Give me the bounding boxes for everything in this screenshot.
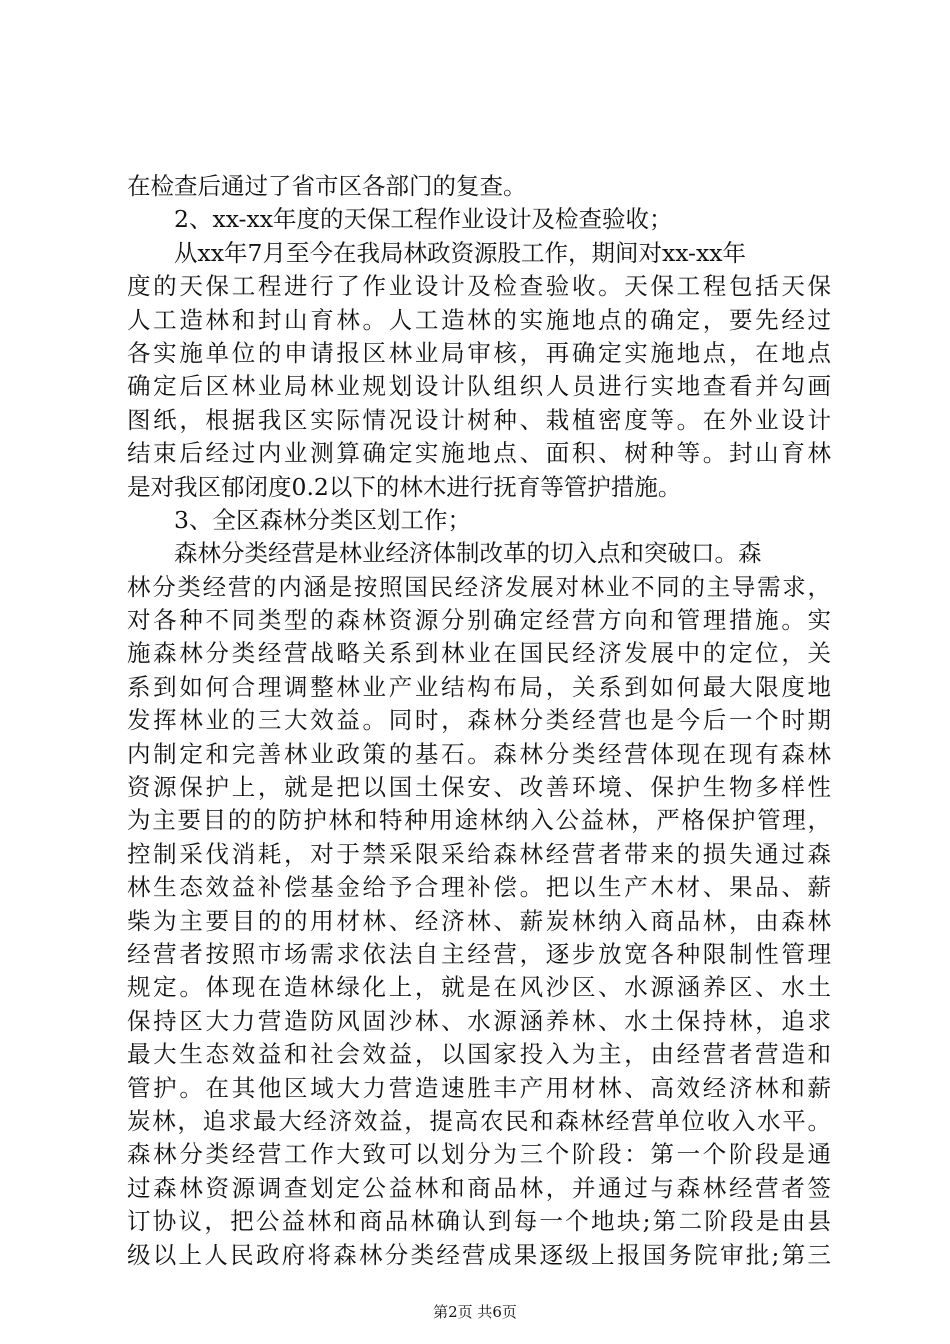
text-line: 内制定和完善林业政策的基石。森林分类经营体现在现有森林 <box>127 739 831 768</box>
text-line: 森林分类经营工作大致可以划分为三个阶段：第一个阶段是通 <box>127 1140 831 1169</box>
text-line: 各实施单位的申请报区林业局审核，再确定实施地点，在地点 <box>127 338 831 367</box>
text-line: 在检查后通过了省市区各部门的复查。 <box>127 172 527 200</box>
document-body <box>127 170 831 1272</box>
text-line: 人工造林和封山育林。人工造林的实施地点的确定，要先经过 <box>127 305 831 334</box>
text-line: 2、xx-xx年度的天保工程作业设计及检查验收； <box>174 205 673 234</box>
text-line: 经营者按照市场需求依法自主经营，逐步放宽各种限制性管理 <box>127 939 831 968</box>
text-line: 从xx年7月至今在我局林政资源股工作，期间对xx-xx年 <box>174 238 746 267</box>
text-line: 过森林资源调查划定公益林和商品林，并通过与森林经营者签 <box>127 1173 831 1202</box>
text-line: 保持区大力营造防风固沙林、水源涵养林、水土保持林，追求 <box>127 1006 831 1035</box>
text-line: 3、全区森林分类区划工作； <box>174 505 471 534</box>
text-line: 结束后经过内业测算确定实施地点、面积、树种等。封山育林 <box>127 439 831 468</box>
text-line: 度的天保工程进行了作业设计及检查验收。天保工程包括天保 <box>127 272 831 301</box>
text-line: 发挥林业的三大效益。同时，森林分类经营也是今后一个时期 <box>127 706 831 735</box>
text-line: 最大生态效益和社会效益，以国家投入为主，由经营者营造和 <box>127 1040 831 1069</box>
text-line: 林生态效益补偿基金给予合理补偿。把以生产木材、果品、薪 <box>127 873 831 902</box>
page-footer: 第2页 共6页 <box>433 1303 517 1321</box>
text-line: 为主要目的的防护林和特种用途林纳入公益林，严格保护管理， <box>127 806 831 835</box>
text-line: 施森林分类经营战略关系到林业在国民经济发展中的定位，关 <box>127 639 831 668</box>
text-line: 森林分类经营是林业经济体制改革的切入点和突破口。森 <box>174 539 762 568</box>
text-line: 订协议，把公益林和商品林确认到每一个地块;第二阶段是由县 <box>127 1207 831 1236</box>
text-line: 柴为主要目的的用材林、经济林、薪炭林纳入商品林，由森林 <box>127 906 831 935</box>
text-line: 确定后区林业局林业规划设计队组织人员进行实地查看并勾画 <box>127 372 831 401</box>
text-line: 规定。体现在造林绿化上，就是在风沙区、水源涵养区、水土 <box>127 973 831 1002</box>
text-line: 级以上人民政府将森林分类经营成果逐级上报国务院审批;第三 <box>127 1240 831 1269</box>
text-line: 控制采伐消耗，对于禁采限采给森林经营者带来的损失通过森 <box>127 839 831 868</box>
text-line: 林分类经营的内涵是按照国民经济发展对林业不同的主导需求， <box>127 572 831 601</box>
text-line: 图纸，根据我区实际情况设计树种、栽植密度等。在外业设计 <box>127 405 831 434</box>
text-line: 管护。在其他区域大力营造速胜丰产用材林、高效经济林和薪 <box>127 1073 831 1102</box>
text-line: 系到如何合理调整林业产业结构布局，关系到如何最大限度地 <box>127 672 831 701</box>
text-line: 对各种不同类型的森林资源分别确定经营方向和管理措施。实 <box>127 606 831 635</box>
text-line: 炭林，追求最大经济效益，提高农民和森林经营单位收入水平。 <box>127 1106 831 1135</box>
text-line: 是对我区郁闭度0.2以下的林木进行抚育等管护措施。 <box>127 472 682 501</box>
text-line: 资源保护上，就是把以国土保安、改善环境、保护生物多样性 <box>127 773 831 802</box>
